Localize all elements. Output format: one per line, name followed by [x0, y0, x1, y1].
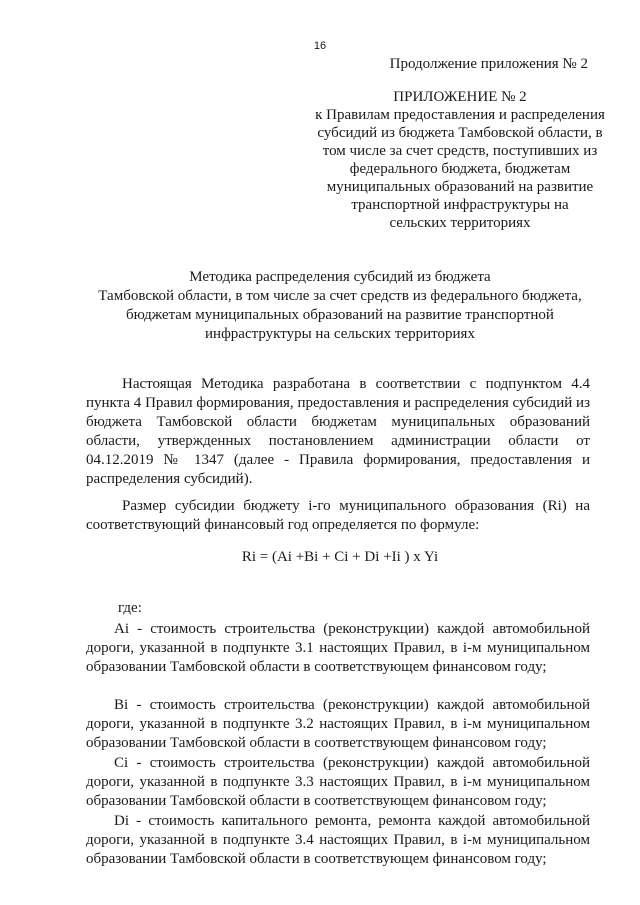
formula: Ri = (Ai +Bi + Ci + Di +Ii ) x Yi [241, 549, 439, 565]
definition-bi [86, 696, 590, 753]
appendix-header [300, 88, 620, 232]
appendix-line: том числе за счет средств, поступивших из [322, 143, 598, 159]
appendix-line: субсидий из бюджета Тамбовской области, в [317, 125, 603, 141]
page-number: 16 [313, 40, 327, 52]
definition-text: стоимость строительства (реконструкции) каждой автомобильной дороги, указанной в подпункте 3.1 настоящих Правил, в i-м муниципальном образовании Тамбовской области в соответствующем финансовом году; [86, 621, 590, 675]
appendix-line: муниципальных образований на развитие [326, 179, 594, 195]
definition-symbol: Ai - [114, 621, 143, 637]
subsidy-paragraph: Размер субсидии бюджету i-го муниципального образования (Ri) на соответствующий финансовый год определяется по формуле: [86, 498, 590, 533]
intro-paragraph: Настоящая Методика разработана в соответствии с подпунктом 4.4 пункта 4 Правил формирования, предоставления и распределения субсидий из бюджета Тамбовской области бюджетам муниципальных образований области, утвержденных постановлением администрации области от 04.12.2019 № 1347 (далее - Правила формирования, предоставления и распределения субсидий). [86, 376, 590, 487]
continuation-label: Продолжение приложения № 2 [389, 56, 588, 72]
appendix-line: федерального бюджета, бюджетам [349, 161, 571, 177]
definition-ci [86, 754, 590, 811]
where-label: где: [118, 600, 142, 616]
method-title [60, 268, 620, 344]
definition-ai [86, 620, 590, 677]
definition-text: стоимость капитального ремонта, ремонта каждой автомобильной дороги, указанной в подпункте 3.4 настоящих Правил, в i-м муниципальном образовании Тамбовской области в соответствующем финансовом году; [86, 813, 590, 867]
appendix-line: транспортной инфраструктуры на [351, 197, 569, 213]
appendix-line: сельских территориях [389, 215, 531, 231]
definition-di [86, 812, 590, 869]
definition-symbol: Ci - [114, 755, 142, 771]
definition-symbol: Bi - [114, 697, 142, 713]
appendix-line: к Правилам предоставления и распределения [315, 107, 605, 123]
definition-symbol: Di - [114, 813, 142, 829]
method-title-line: бюджетам муниципальных образований на развитие транспортной [126, 307, 554, 323]
definition-text: стоимость строительства (реконструкции) каждой автомобильной дороги, указанной в подпункте 3.3 настоящих Правил, в i-м муниципальном образовании Тамбовской области в соответствующем финансовом году; [86, 755, 590, 809]
definition-text: стоимость строительства (реконструкции) каждой автомобильной дороги, указанной в подпункте 3.2 настоящих Правил, в i-м муниципальном образовании Тамбовской области в соответствующем финансовом году; [86, 697, 590, 751]
appendix-title: ПРИЛОЖЕНИЕ № 2 [393, 89, 527, 105]
method-title-line: Тамбовской области, в том числе за счет средств из федерального бюджета, [98, 288, 582, 304]
method-title-line: Методика распределения субсидий из бюджета [189, 269, 491, 285]
method-title-line: инфраструктуры на сельских территориях [205, 326, 475, 342]
